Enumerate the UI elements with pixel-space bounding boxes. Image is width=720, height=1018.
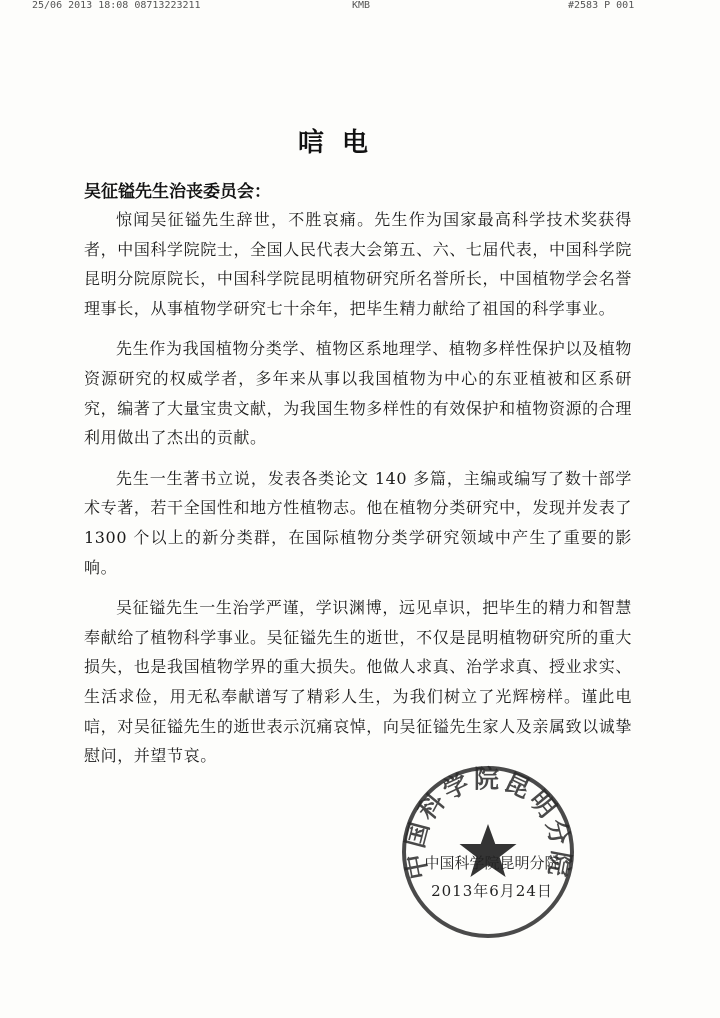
signature-date: 2013年6月24日 — [431, 882, 553, 900]
fax-header-sender: KMB — [352, 0, 371, 11]
signature-block — [392, 849, 592, 905]
paragraph: 惊闻吴征镒先生辞世，不胜哀痛。先生作为国家最高科学技术奖获得者，中国科学院院士，全国人民代表大会第五、六、七届代表，中国科学院昆明分院原院长，中国科学院昆明植物研究所名誉所长，中国植物学会名誉理事长，从事植物学研究七十余年，把毕生精力献给了祖国的科学事业。 — [84, 210, 632, 318]
paragraph: 先生一生著书立说，发表各类论文 140 多篇，主编或编写了数十部学术专著，若干全国性和地方性植物志。他在植物分类研究中，发现并发表了 1300 个以上的新分类群，在国际植物分类学研究领域中产生了重要的影响。 — [84, 468, 632, 577]
fax-header-page: #2583 P 001 — [568, 0, 635, 11]
paragraph: 先生作为我国植物分类学、植物区系地理学、植物多样性保护以及植物资源研究的权威学者，多年来从事以我国植物为中心的东亚植被和区系研究，编著了大量宝贵文献，为我国生物多样性的有效保护和植物资源的合理利用做出了杰出的贡献。 — [84, 339, 632, 448]
svg-text:中国科学院昆明分院: 中国科学院昆明分院 — [399, 764, 577, 882]
letter-body — [84, 205, 632, 782]
document-title: 唁电 — [297, 128, 386, 158]
paragraph: 吴征镒先生一生治学严谨，学识渊博，远见卓识，把毕生的精力和智慧奉献给了植物科学事业。吴征镒先生的逝世，不仅是昆明植物研究所的重大损失，也是我国植物学界的重大损失。他做人求真、治学求真、授业求实、生活求俭，用无私奉献谱写了精彩人生，为我们树立了光辉榜样。谨此电唁，对吴征镒先生的逝世表示沉痛哀悼，向吴征镒先生家人及亲属致以诚挚慰问，并望节哀。 — [84, 598, 632, 766]
salutation: 吴征镒先生治丧委员会： — [84, 182, 271, 202]
fax-header-timestamp: 25/06 2013 18:08 08713223211 — [32, 0, 201, 11]
signature-organization: 中国科学院昆明分院 — [424, 854, 560, 872]
fax-header — [0, 0, 720, 16]
